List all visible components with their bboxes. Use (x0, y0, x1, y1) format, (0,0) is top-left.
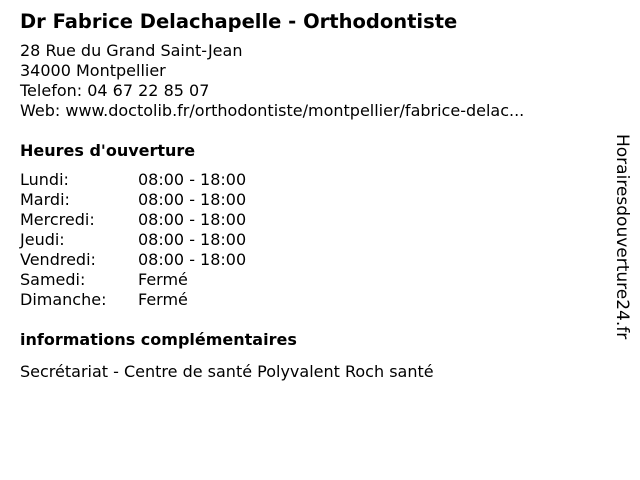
opening-hours-heading: Heures d'ouverture (20, 141, 196, 160)
website-link[interactable]: Web: www.doctolib.fr/orthodontiste/montpellier/fabrice-delac... (20, 101, 525, 120)
additional-info-text: Secrétariat - Centre de santé Polyvalent Roch santé (20, 362, 434, 381)
time-range: 08:00 - 18:00 (138, 250, 247, 269)
day-label: Mardi: (20, 190, 70, 209)
address-city: 34000 Montpellier (20, 61, 166, 80)
time-range: 08:00 - 18:00 (138, 230, 247, 249)
business-card (20, 9, 600, 382)
hours-row-wednesday (20, 210, 600, 230)
hours-row-friday (20, 250, 600, 270)
hours-row-sunday (20, 290, 600, 310)
day-label: Dimanche: (20, 290, 107, 309)
time-range: Fermé (138, 290, 188, 309)
day-label: Jeudi: (20, 230, 65, 249)
day-label: Mercredi: (20, 210, 95, 229)
time-range: 08:00 - 18:00 (138, 170, 247, 189)
phone-number: Telefon: 04 67 22 85 07 (20, 81, 210, 100)
additional-info-heading: informations complémentaires (20, 330, 297, 349)
time-range: 08:00 - 18:00 (138, 210, 247, 229)
address-street: 28 Rue du Grand Saint-Jean (20, 41, 243, 60)
day-label: Lundi: (20, 170, 69, 189)
day-label: Samedi: (20, 270, 86, 289)
hours-row-monday (20, 170, 600, 190)
site-watermark-text: Horairesdouverture24.fr (612, 134, 632, 340)
hours-row-saturday (20, 270, 600, 290)
site-watermark (612, 134, 634, 344)
day-label: Vendredi: (20, 250, 96, 269)
time-range: 08:00 - 18:00 (138, 190, 247, 209)
hours-row-tuesday (20, 190, 600, 210)
opening-hours-table (20, 170, 600, 310)
time-range: Fermé (138, 270, 188, 289)
hours-row-thursday (20, 230, 600, 250)
page-title: Dr Fabrice Delachapelle - Orthodontiste (20, 10, 458, 33)
